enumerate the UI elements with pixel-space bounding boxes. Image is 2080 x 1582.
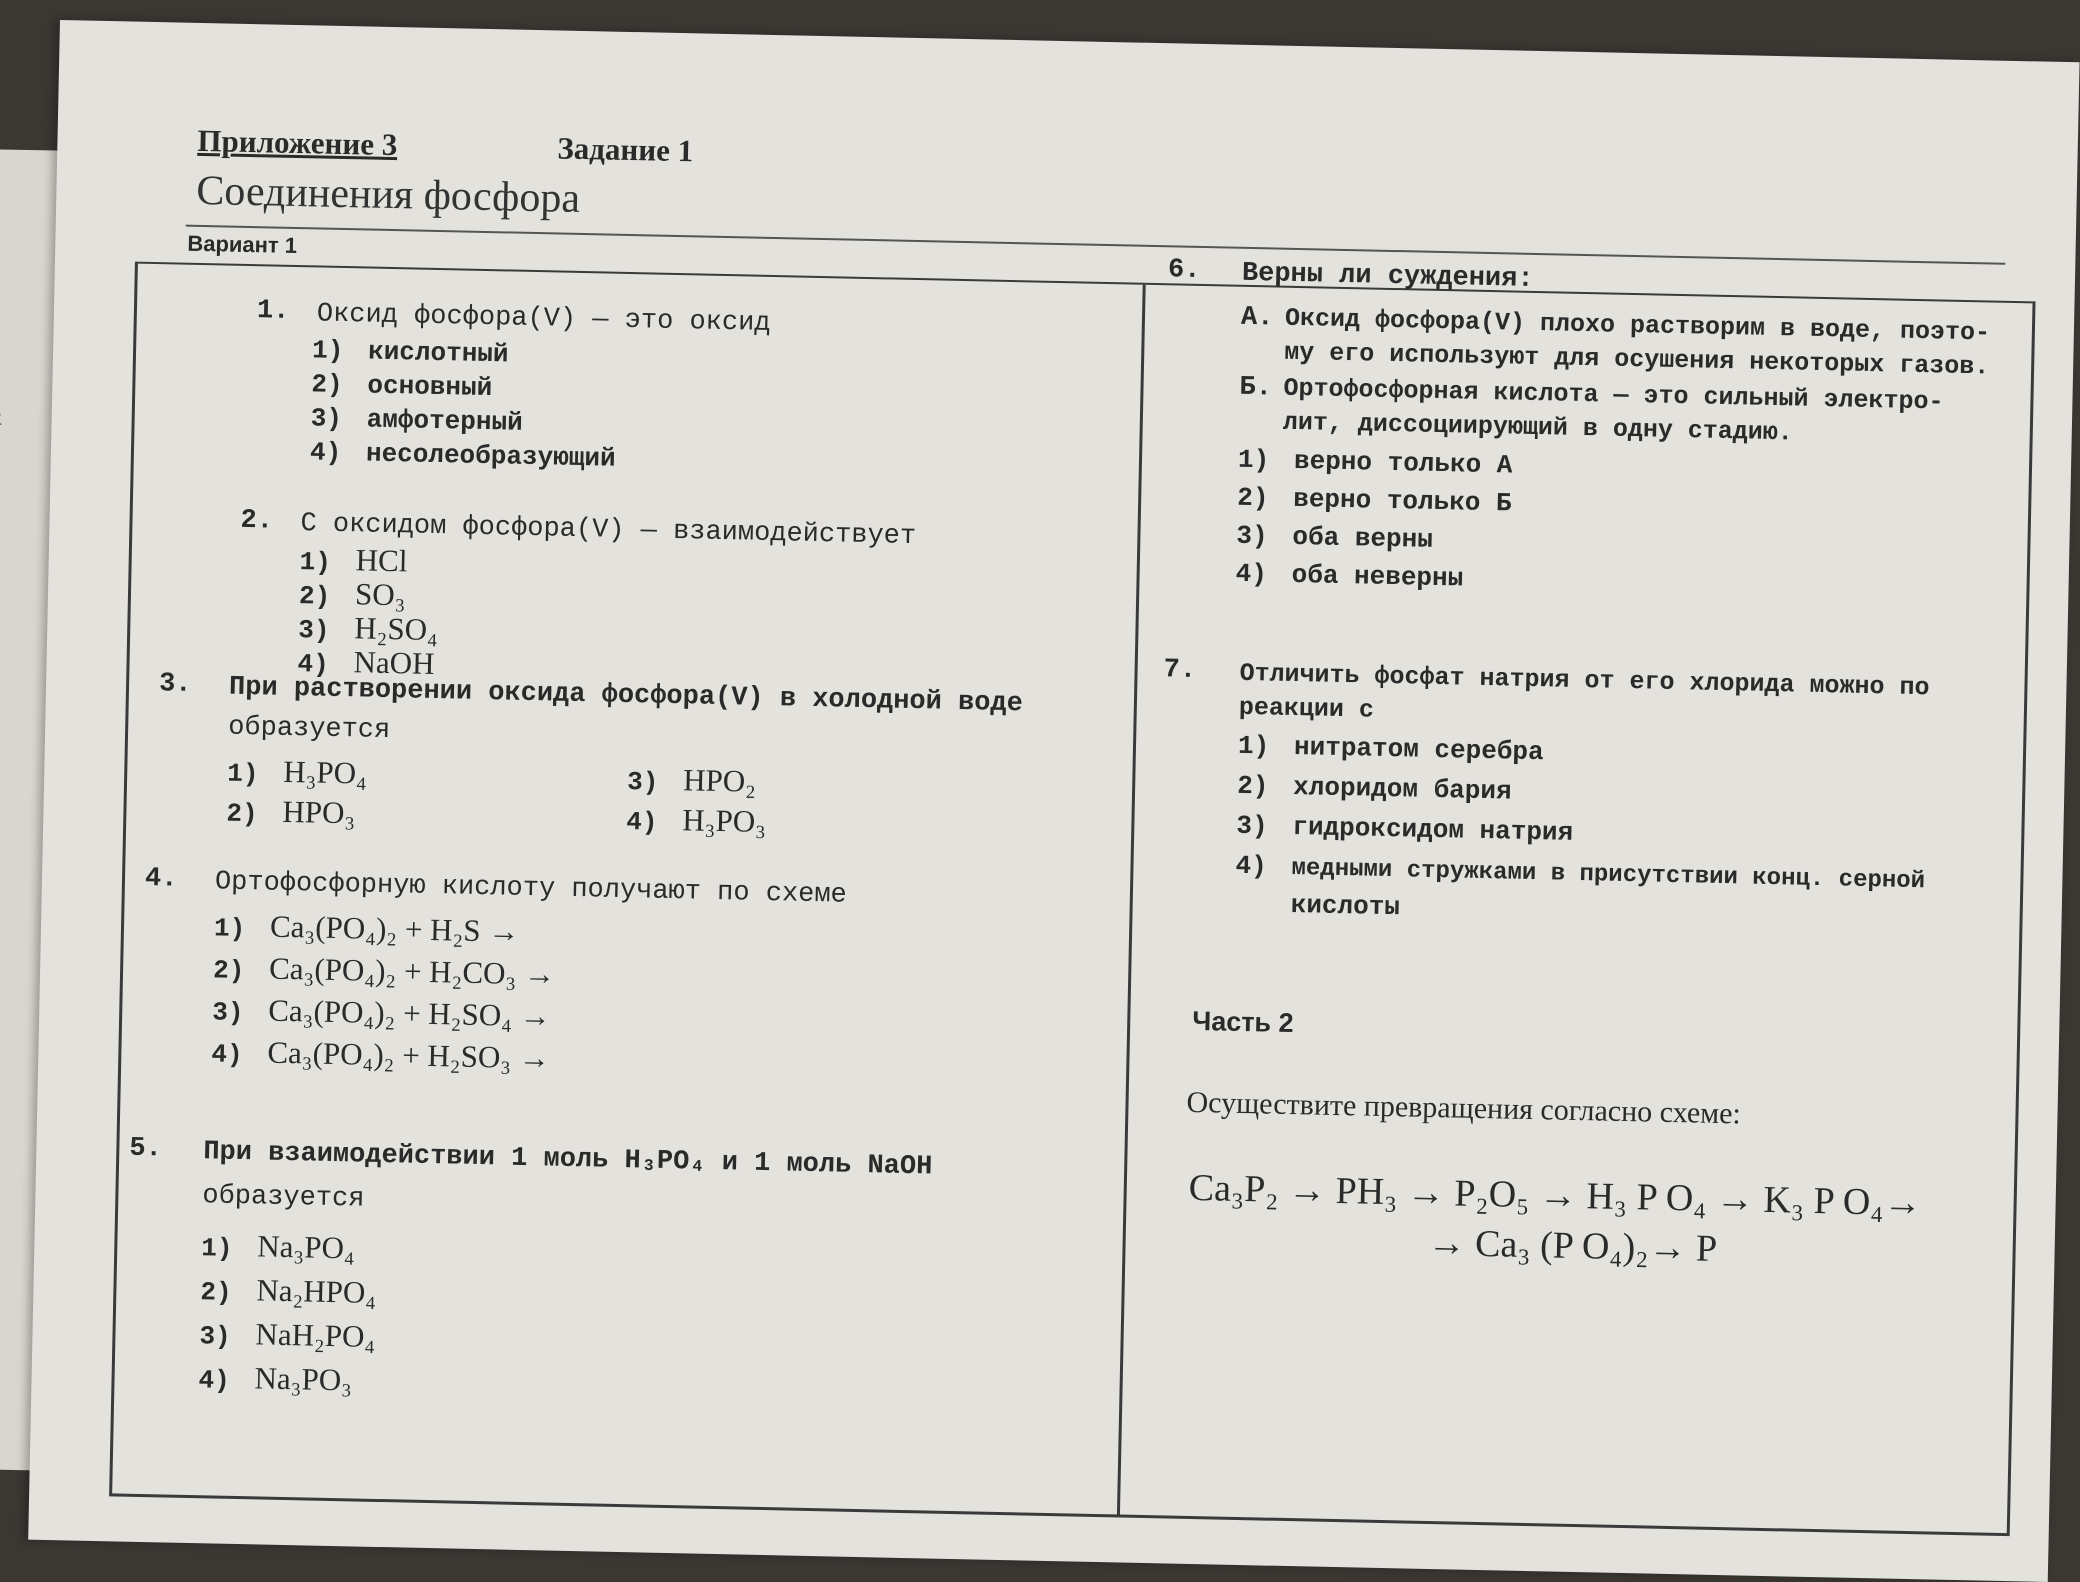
- question-number: 7.: [1163, 655, 1197, 686]
- column-divider: [1117, 285, 1146, 1515]
- underlying-page-text: [0, 399, 2, 770]
- statement-a-line1: Оксид фосфора(V) плохо растворим в воде, поэто-: [1284, 303, 1991, 348]
- question-text-line1: Отличить фосфат натрия от его хлорида можно по: [1239, 658, 1930, 703]
- variant-label: Вариант 1: [187, 230, 298, 259]
- option[interactable]: 1) верно только А: [1237, 444, 1513, 481]
- right-column: [1148, 255, 2028, 1270]
- option[interactable]: 2) Na₂HPO₄: [200, 1272, 377, 1310]
- statement-b-label: Б.: [1239, 372, 1273, 404]
- option[interactable]: 3) амфотерный: [310, 403, 524, 438]
- question-text: Оксид фосфора(V) — это оксид: [316, 299, 771, 339]
- worksheet-page: [28, 20, 2079, 1582]
- option[interactable]: 1) HCl: [299, 542, 408, 579]
- option[interactable]: 3) Ca₃(PO₄)₂ + H₂SO₄ →: [211, 992, 552, 1034]
- part2-title: Часть 2: [1191, 1005, 1294, 1039]
- question-number: 1.: [256, 296, 290, 327]
- fragment: [0, 329, 3, 366]
- task-label: Задание 1: [557, 130, 694, 169]
- part2-instruction: Осуществите превращения согласно схеме:: [1186, 1085, 1742, 1131]
- option[interactable]: 4) H₃PO₃: [626, 802, 767, 839]
- question-text-line2: образуется: [227, 712, 391, 747]
- question-text: Верны ли суждения:: [1241, 258, 1534, 295]
- question-number: 4.: [144, 863, 178, 895]
- option[interactable]: 4) NaOH: [297, 644, 435, 681]
- option[interactable]: 2) основный: [311, 369, 493, 404]
- question-number: 5.: [129, 1133, 163, 1165]
- left-column: [129, 264, 1138, 1398]
- fragment: [0, 445, 1, 482]
- option[interactable]: 4) оба неверны: [1235, 558, 1464, 594]
- option[interactable]: 4) несолеобразующий: [309, 437, 616, 474]
- question-number: 3.: [158, 669, 192, 700]
- question-text-line1: При взаимодействии 1 моль H₃PO₄ и 1 моль NaOH: [203, 1137, 933, 1183]
- fragment: [0, 399, 2, 436]
- option[interactable]: 1) нитратом серебра: [1237, 730, 1544, 768]
- statement-b-line2: лит, диссоциирующий в одну стадию.: [1282, 407, 1794, 448]
- option[interactable]: 4) Na₃PO₃: [198, 1360, 353, 1398]
- option[interactable]: 2) верно только Б: [1236, 482, 1512, 519]
- option[interactable]: 3) HPO₂: [626, 762, 757, 799]
- header-rule: [186, 225, 2006, 265]
- reaction-scheme-line2: → Ca₃ (P O₄)₂→ P: [1427, 1221, 1718, 1270]
- question-number: 6.: [1167, 255, 1201, 286]
- page-title: Соединения фосфора: [195, 167, 581, 222]
- option[interactable]: 4) медными стружками в присутствии конц. серной: [1235, 850, 1926, 896]
- statement-b-line1: Ортофосфорная кислота — это сильный электро-: [1283, 373, 1944, 417]
- reaction-scheme-line1: Ca₃P₂ → PH₃ → P₂O₅ → H₃ P O₄ → K₃ P O₄→: [1188, 1166, 1923, 1225]
- option[interactable]: 1) кислотный: [311, 335, 509, 370]
- statement-a-line2: му его используют для осушения некоторых газов.: [1284, 337, 1990, 382]
- option-continuation: кислоты: [1290, 889, 1401, 923]
- option[interactable]: 1) Na₃PO₄: [200, 1228, 356, 1266]
- option[interactable]: 2) Ca₃(PO₄)₂ + H₂CO₃ →: [212, 950, 556, 992]
- option[interactable]: 3) H₂SO₄: [297, 610, 439, 648]
- question-text-line2: реакции с: [1238, 692, 1375, 725]
- option[interactable]: 3) оба верны: [1236, 520, 1434, 555]
- question-text-line2: образуется: [202, 1181, 365, 1215]
- questions-box: [109, 255, 2035, 1537]
- question-text: С оксидом фосфора(V) — взаимодействует: [300, 509, 917, 553]
- option[interactable]: 1) Ca₃(PO₄)₂ + H₂S →: [213, 908, 520, 949]
- option[interactable]: 2) SO₃: [298, 576, 406, 613]
- fragment: [0, 481, 1, 518]
- option[interactable]: 2) HPO₃: [226, 793, 356, 831]
- question-number: 2.: [240, 505, 274, 537]
- appendix-label: Приложение 3: [197, 122, 398, 163]
- option[interactable]: 4) Ca₃(PO₄)₂ + H₂SO₃ →: [211, 1034, 551, 1076]
- option[interactable]: 1) H₃PO₄: [226, 753, 368, 791]
- option[interactable]: 3) NaH₂PO₄: [199, 1316, 376, 1354]
- question-text: Ортофосфорную кислоту получают по схеме: [214, 867, 848, 911]
- statement-a-label: А.: [1240, 302, 1274, 334]
- question-text-line1: При растворении оксида фосфора(V) в холодной воде: [228, 672, 1024, 720]
- option[interactable]: 2) хлоридом бария: [1236, 770, 1512, 807]
- option[interactable]: 3) гидроксидом натрия: [1236, 810, 1574, 848]
